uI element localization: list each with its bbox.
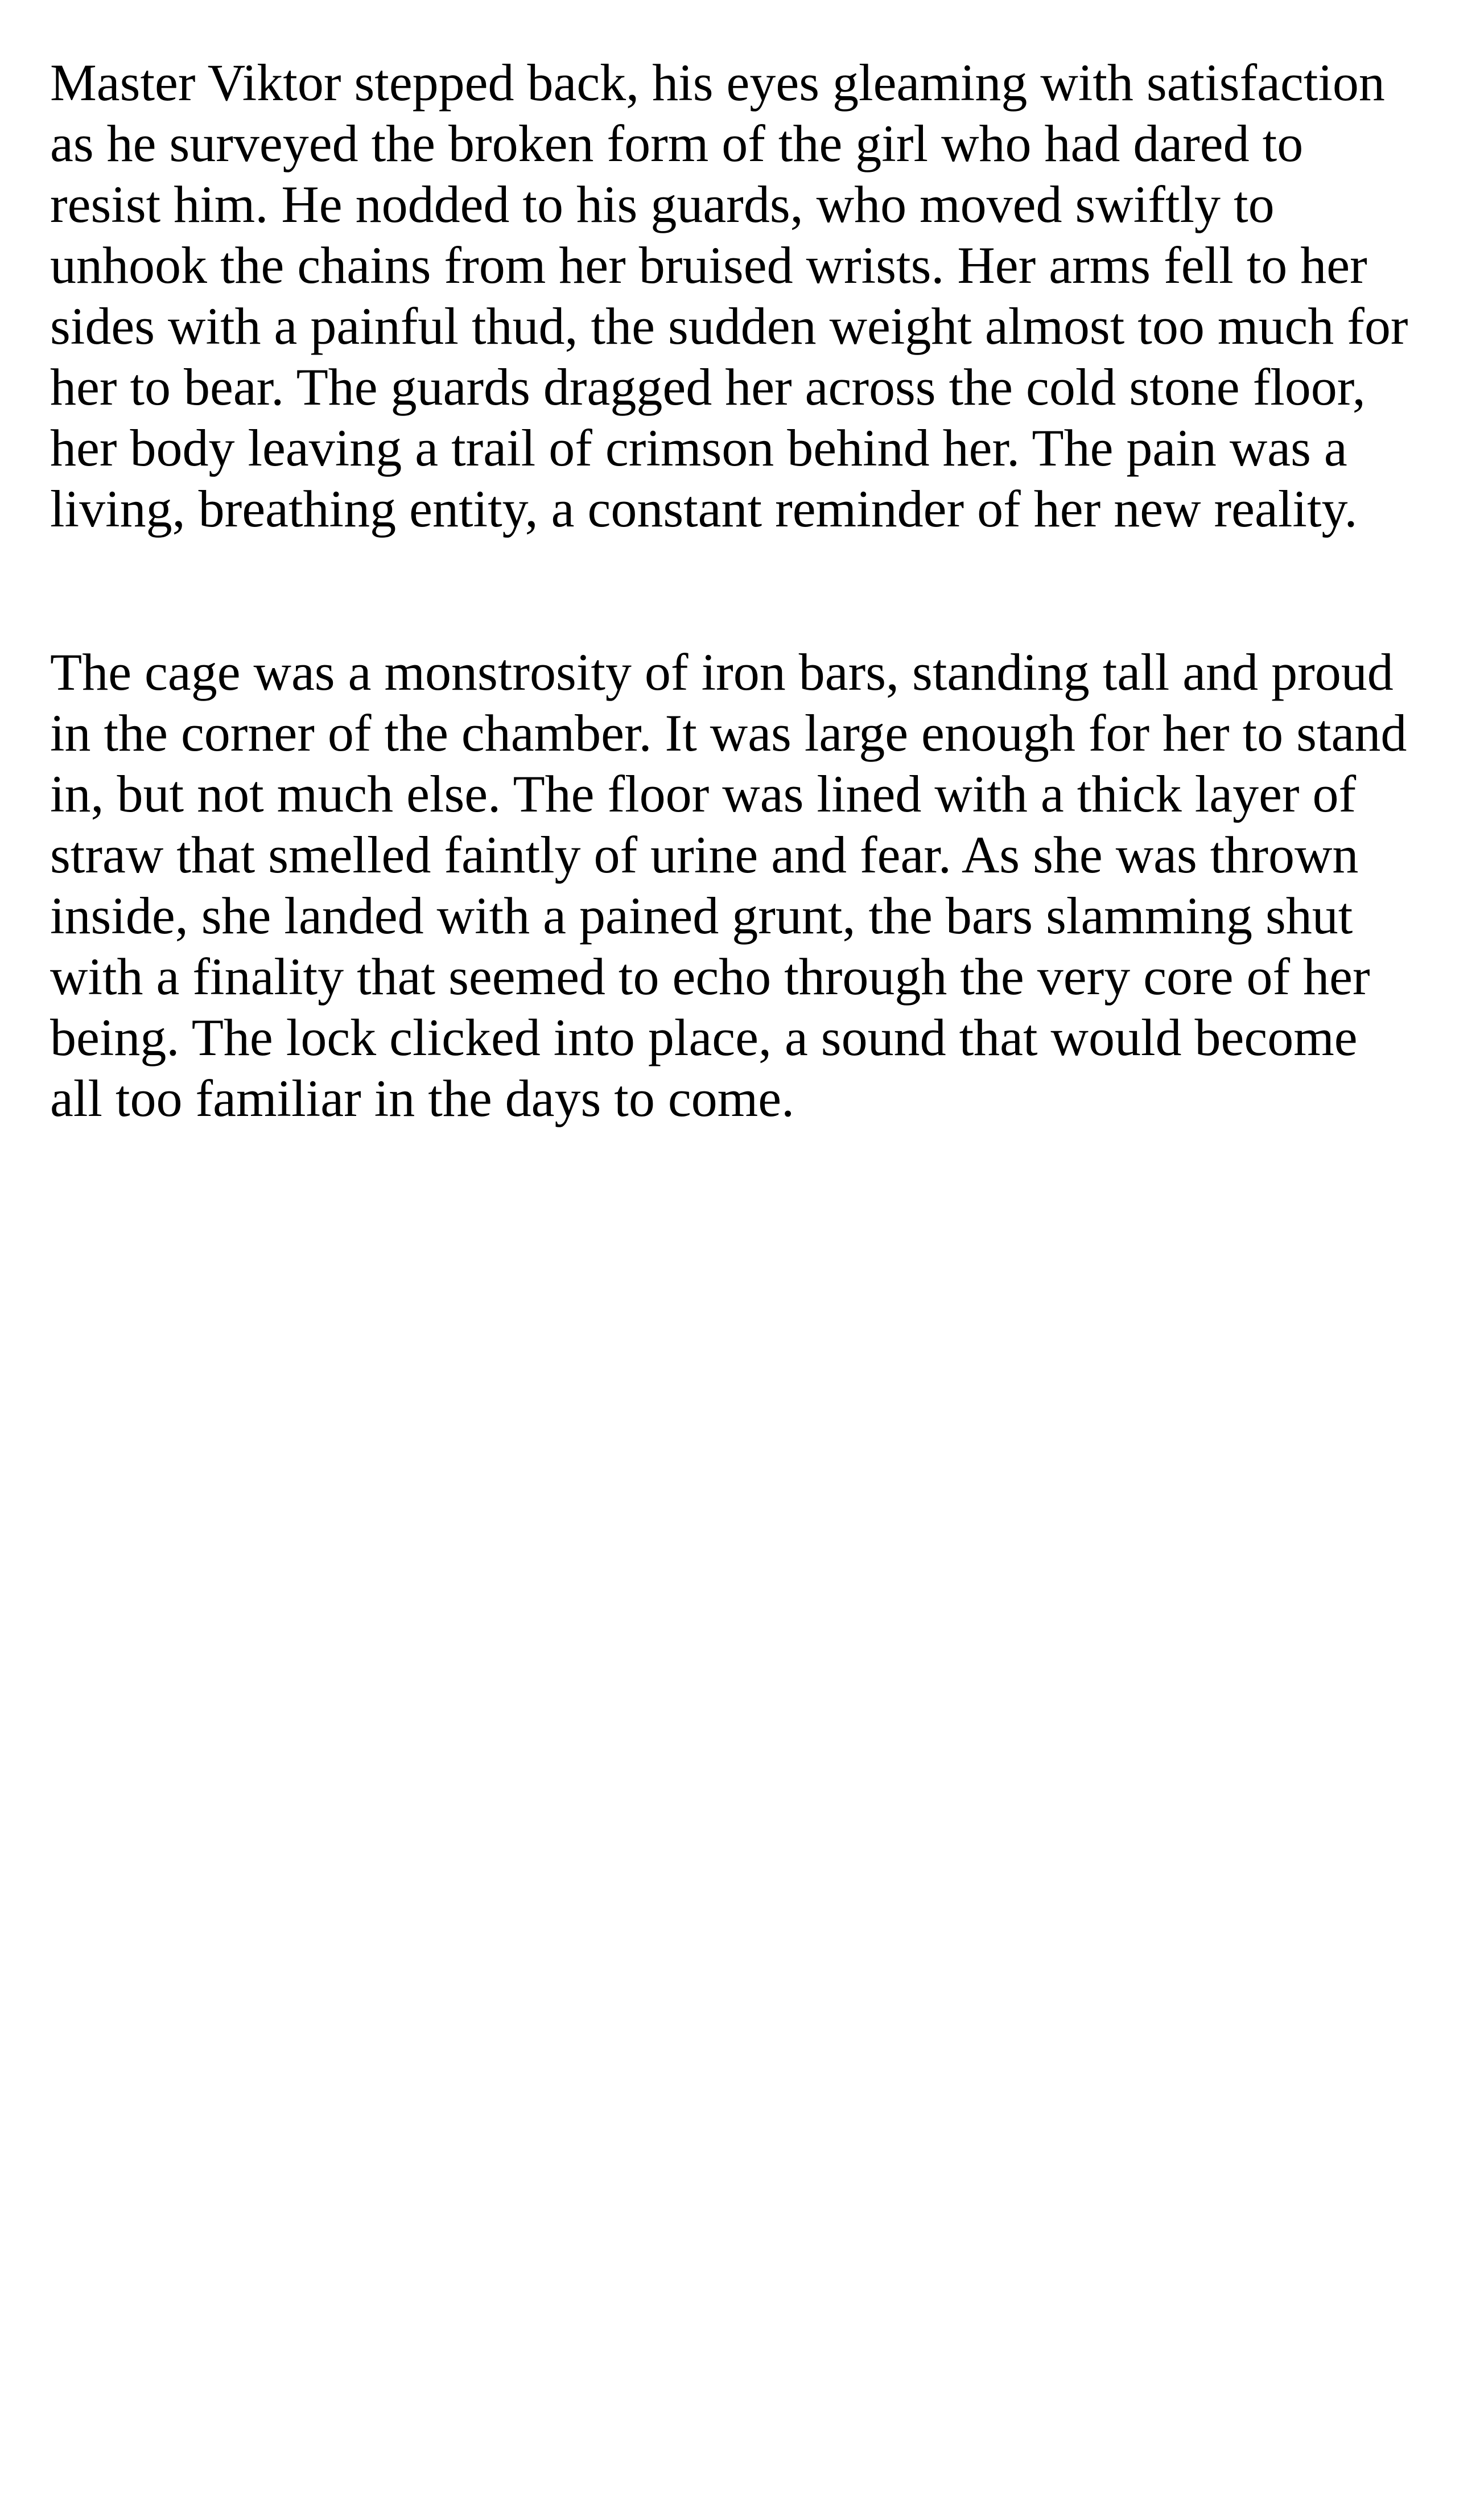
- paragraph-line: being. The lock clicked into place, a sound that would become: [50, 1008, 1358, 1066]
- paragraph-line: resist him. He nodded to his guards, who moved swiftly to: [50, 175, 1275, 233]
- paragraph-line: all too familiar in the days to come.: [50, 1069, 795, 1127]
- paragraph-line: unhook the chains from her bruised wrists. Her arms fell to her: [50, 236, 1367, 294]
- document-body: [50, 52, 1450, 1129]
- paragraph-line: living, breathing entity, a constant reminder of her new reality.: [50, 480, 1358, 538]
- paragraph-line: her to bear. The guards dragged her across the cold stone floor,: [50, 358, 1366, 416]
- paragraph-line: Master Viktor stepped back, his eyes gleaming with satisfaction: [50, 53, 1385, 112]
- paragraph-line: in the corner of the chamber. It was large enough for her to stand: [50, 704, 1407, 762]
- paragraph-line: The cage was a monstrosity of iron bars, standing tall and proud: [50, 643, 1394, 701]
- paragraph-line: inside, she landed with a pained grunt, the bars slamming shut: [50, 887, 1353, 945]
- paragraph-line: in, but not much else. The floor was lined with a thick layer of: [50, 765, 1357, 823]
- paragraph-line: with a finality that seemed to echo through the very core of her: [50, 947, 1370, 1006]
- paragraph-2: [50, 642, 1450, 1129]
- paragraph-line: sides with a painful thud, the sudden weight almost too much for: [50, 297, 1408, 355]
- paragraph-line: straw that smelled faintly of urine and fear. As she was thrown: [50, 826, 1359, 884]
- paragraph-line: her body leaving a trail of crimson behind her. The pain was a: [50, 419, 1347, 477]
- paragraph-line: as he surveyed the broken form of the girl who had dared to: [50, 114, 1304, 172]
- paragraph-1: [50, 52, 1450, 539]
